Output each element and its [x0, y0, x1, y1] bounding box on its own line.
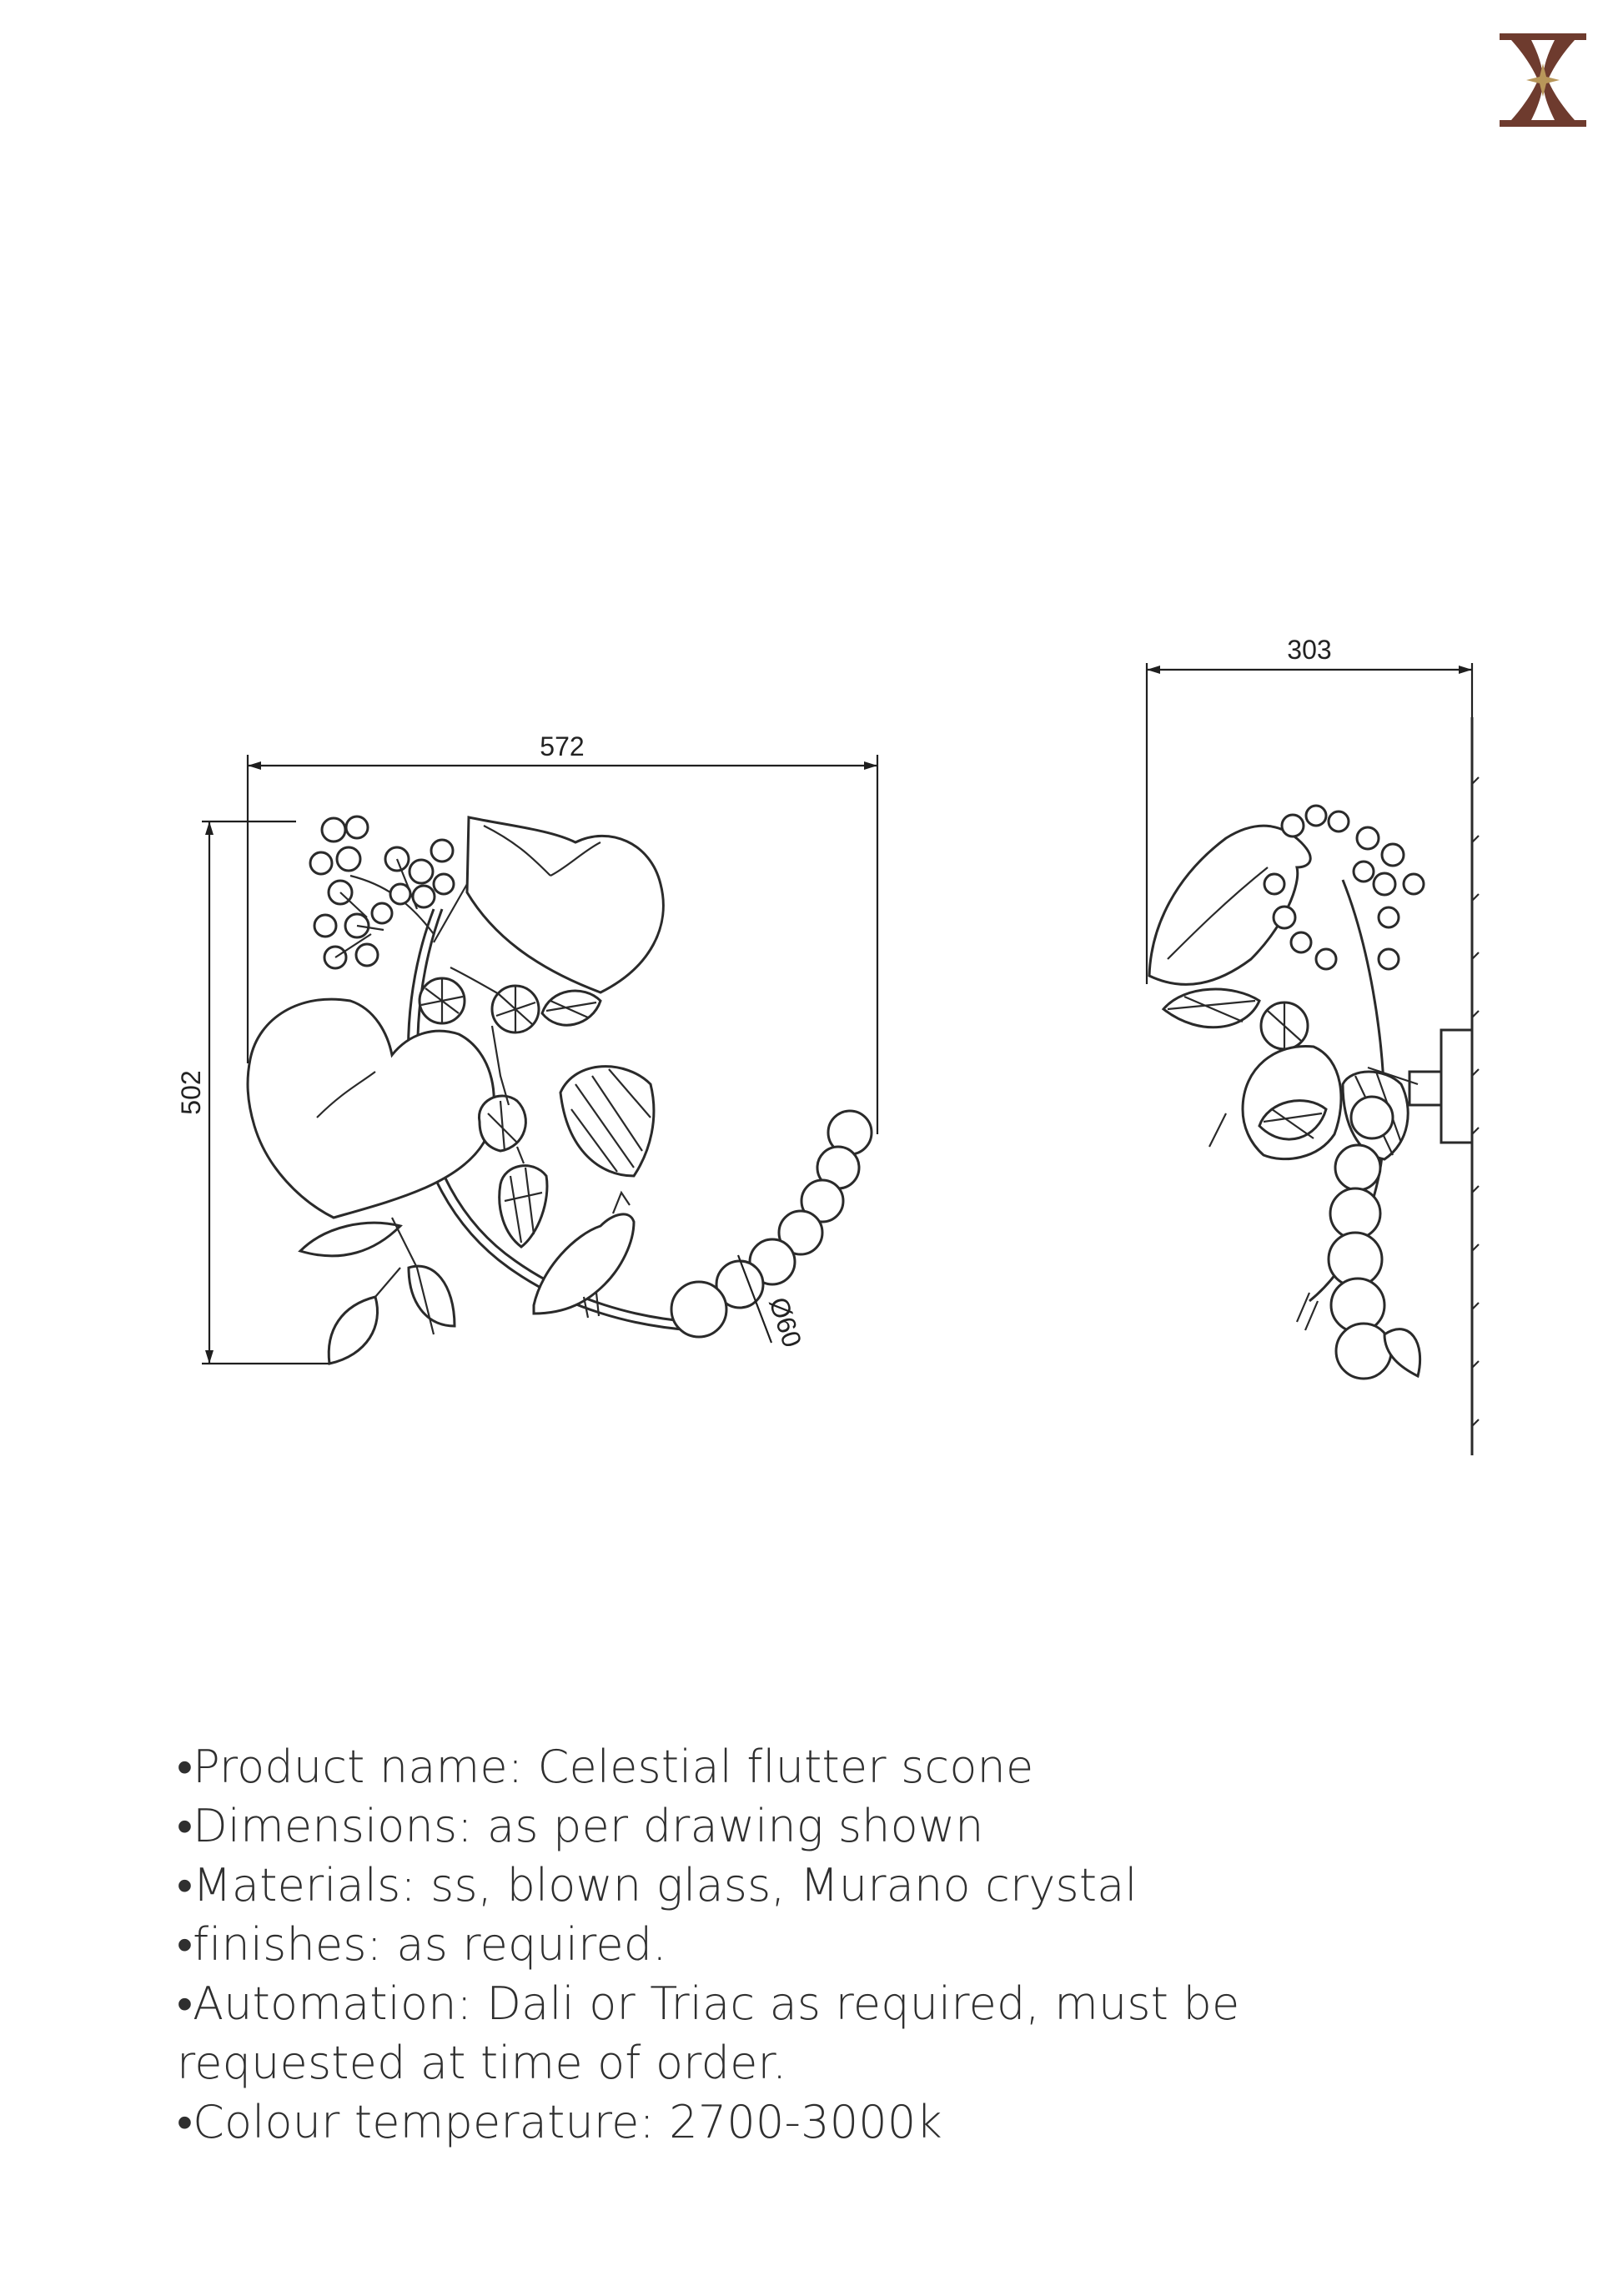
spec-materials: • Materials: ss, blown glass, Murano crystal [177, 1856, 1478, 1915]
product-specs [177, 1737, 1478, 2152]
top-leaf [467, 817, 663, 992]
side-depth-label: 303 [1287, 635, 1332, 665]
bird-figure [534, 1193, 634, 1318]
side-view [1147, 635, 1479, 1455]
spec-product-name: • Product name: Celestial flutter scone [177, 1737, 1478, 1796]
small-leaves [300, 1218, 455, 1364]
front-view [176, 731, 877, 1364]
front-width-label: 572 [540, 731, 585, 761]
left-leaf [248, 999, 494, 1218]
diameter-label: Ø60 [763, 1294, 808, 1351]
spec-automation: • Automation: Dali or Triac as required, must be requested at time of order. [177, 1974, 1478, 2093]
spec-dimensions: • Dimensions: as per drawing shown [177, 1796, 1478, 1856]
berry-cluster [310, 816, 454, 968]
spec-finishes: • finishes: as required. [177, 1915, 1478, 1974]
front-height-label: 502 [176, 1070, 206, 1115]
spec-colour-temperature: • Colour temperature: 2700-3000k [177, 2093, 1478, 2152]
